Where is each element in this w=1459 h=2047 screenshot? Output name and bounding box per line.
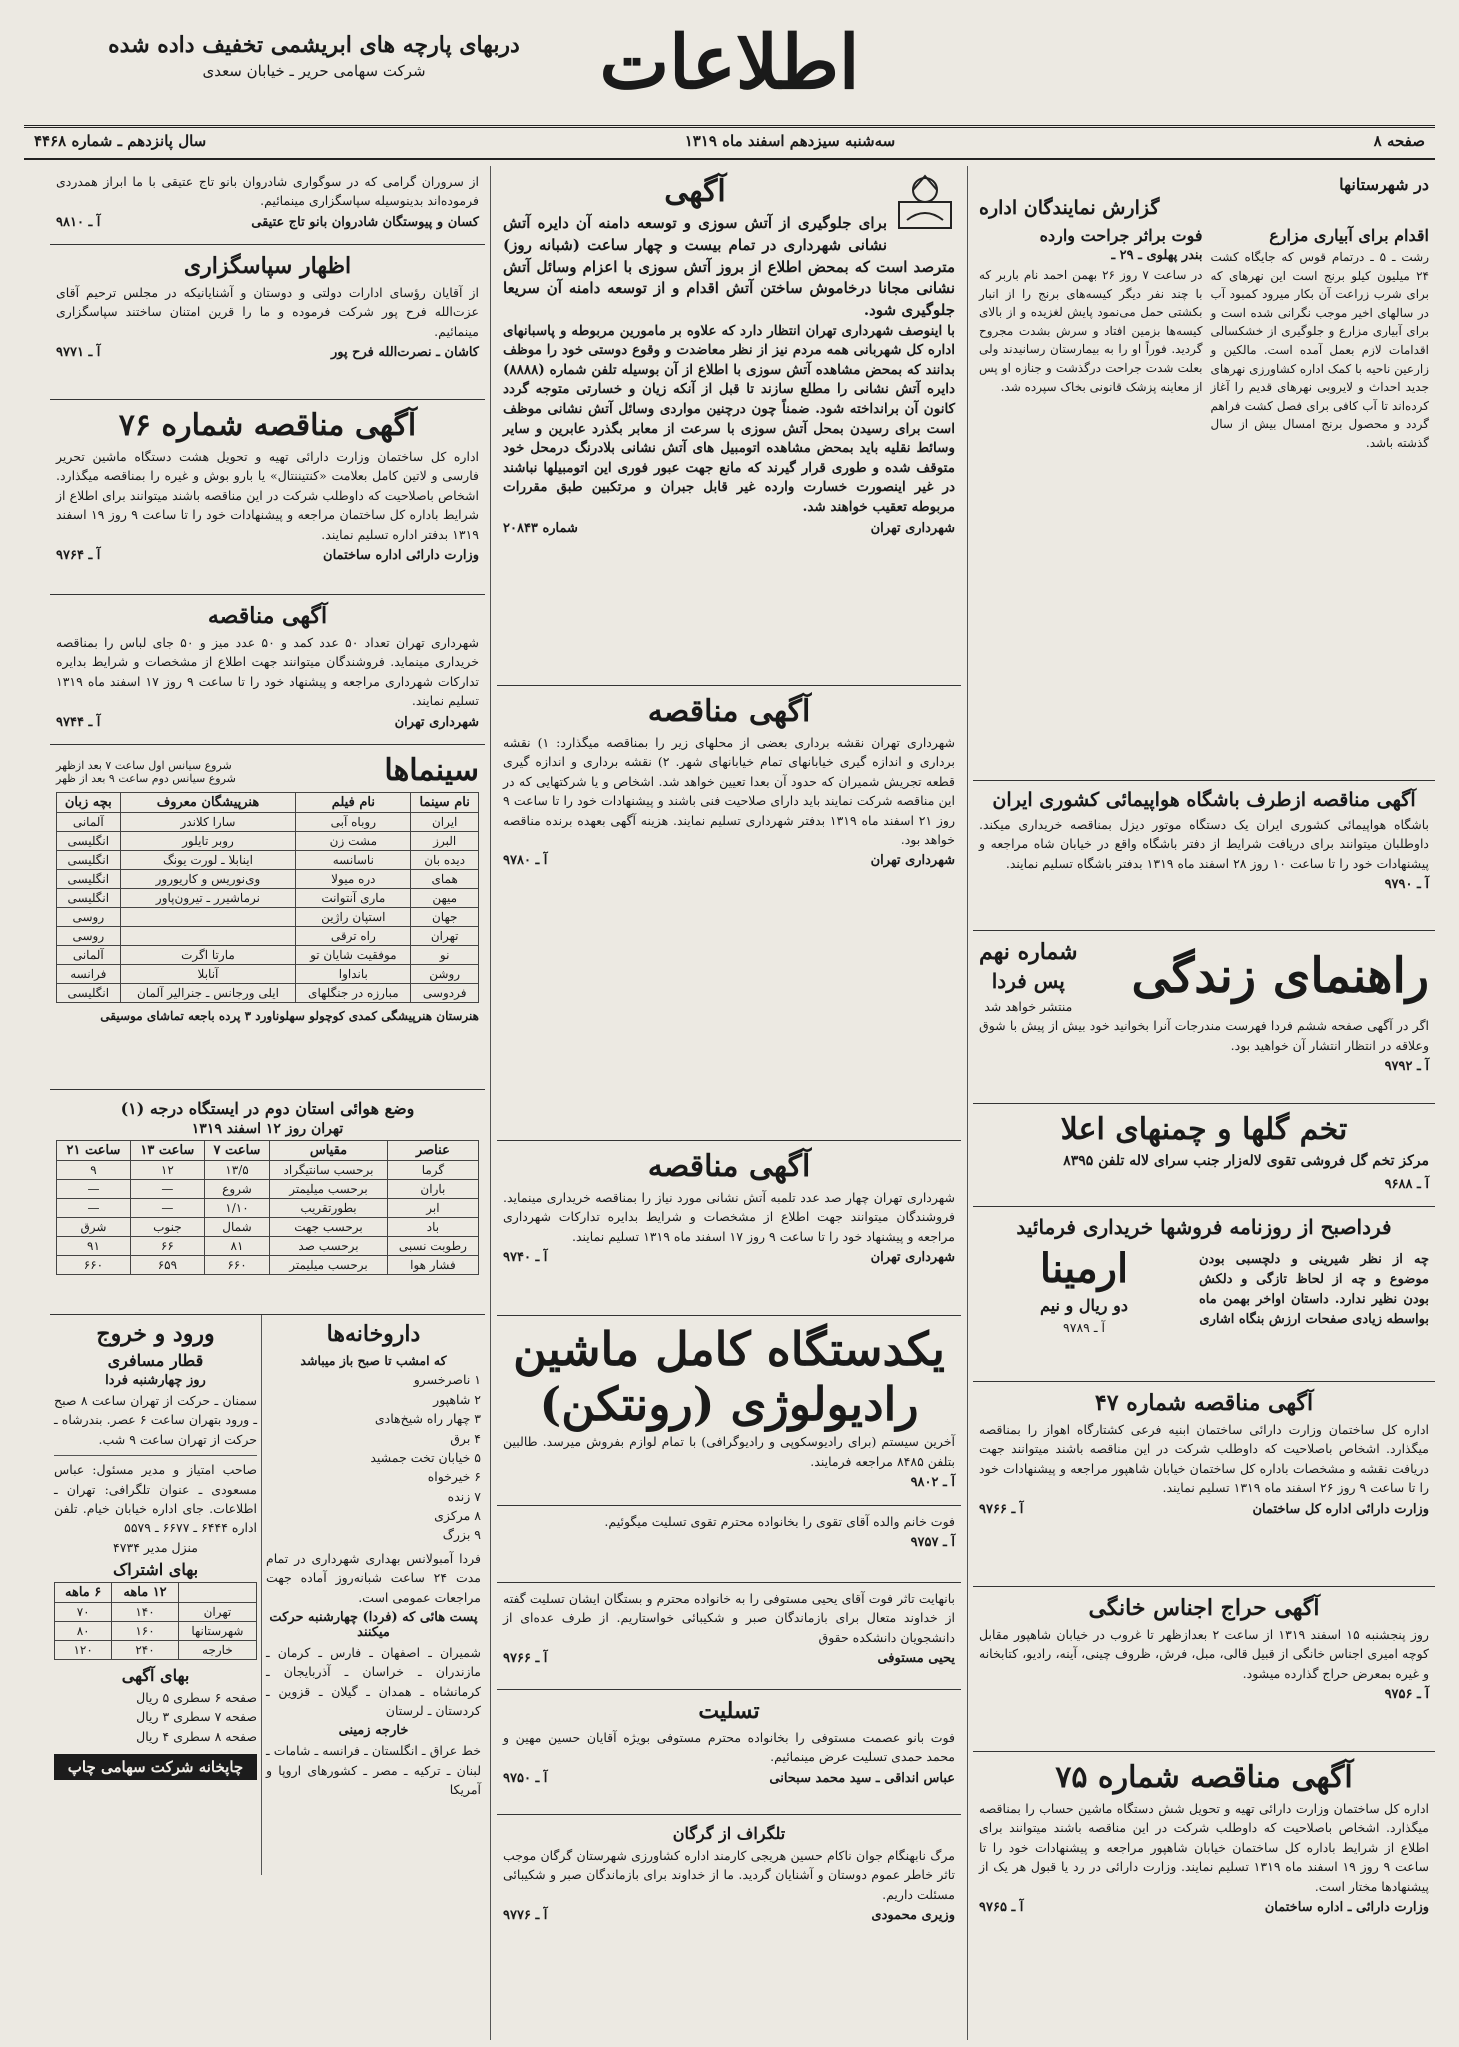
train-day: روز چهارشنبه فردا bbox=[105, 1373, 206, 1388]
ad-code: آ ـ ۹۸۱۰ bbox=[56, 214, 101, 230]
weather-row bbox=[57, 1161, 479, 1180]
cinema-cell: فرانسه bbox=[57, 965, 121, 984]
aviation-tender-ad bbox=[973, 781, 1435, 931]
weather-cell: — bbox=[130, 1199, 204, 1218]
cinema-cell: انگلیسی bbox=[57, 832, 121, 851]
middle-column bbox=[497, 166, 961, 2040]
cinema-row bbox=[57, 927, 479, 946]
ad-code: آ ـ ۹۷۵۰ bbox=[503, 1770, 548, 1786]
subscription-header: ۶ ماهه bbox=[55, 1583, 112, 1603]
tender-75-ad bbox=[973, 1752, 1435, 2006]
pharmacy-post-column bbox=[261, 1315, 485, 1875]
cinema-row bbox=[57, 908, 479, 927]
cinema-cell: موفقیت شایان تو bbox=[296, 946, 411, 965]
condolence-text: فوت خانم والده آقای تقوی را بخانواده محترم تقوی تسلیت میگوئیم. bbox=[604, 1514, 955, 1529]
ad-signature: شهرداری تهران bbox=[394, 714, 479, 730]
weather-cell: ۹۱ bbox=[57, 1237, 131, 1256]
cinema-cell: سارا کلاندر bbox=[120, 813, 296, 832]
ad-title-line-1: یکدستگاه کامل ماشین bbox=[513, 1322, 945, 1376]
ad-body: شهرداری تهران چهار صد عدد تلمبه آتش نشانی مورد نیاز را بمناقصه خریداری مینماید. فروشندگان میتوانند جهت اطلاع از مشخصات و شرایط بدایره تدارکات شهرداری مراجعه و پیشنهاد خود را تا ساعت ۹ روز ۱۷ اسفند ماه ۱۳۱۹ تسلیم نمایند. bbox=[503, 1190, 955, 1244]
ad-signature: شهرداری تهران bbox=[870, 853, 955, 869]
ad-title: آگهی مناقصه شماره ۷۶ bbox=[118, 408, 417, 443]
condolence-3 bbox=[497, 1690, 961, 1815]
ad-body: روز پنجشنبه ۱۵ اسفند ۱۳۱۹ از ساعت ۲ بعدازظهر تا غروب در خیابان شاهپور مقابل کوچه امیری اجناس خانگی از قبیل قالی، مبل، فرش، ظروف چینی، آینه، رادیو، کتابخانه و غیره بمعرض حراج گذارده میشود. bbox=[979, 1627, 1429, 1681]
cinema-cell: ماری آنتوانت bbox=[296, 889, 411, 908]
art-line: هنرستان هنرپیشگی کمدی کوچولو سهلوناورد ۳ پرده باجعه تماشای موسیقی bbox=[100, 1009, 479, 1023]
ad-body: اداره کل ساختمان وزارت دارائی ساختمان ابنیه فرعی کشتارگاه اهواز را بمناقصه میگذارد. اشخاص باصلاحیت که داوطلب شرکت در این مناقصه باشند میتوانند جهت دریافت نقشه و مشخصات باداره کل ساختمان خیابان شاهپور مراجعه و پیشنهادات خود را تا ساعت ۹ روز ۲۶ اسفند ماه ۱۳۱۹ تسلیم نمایند. bbox=[979, 1422, 1429, 1496]
ad-body: شهرداری تهران تعداد ۵۰ عدد کمد و ۵۰ عدد میز و ۵۰ جای لباس را بمناقصه خریداری مینماید. فروشندگان میتوانند جهت اطلاع از مشخصات و شرایط بدایره تدارکات شهرداری مراجعه و پیشنهاد خود را تا ساعت ۹ روز ۱۷ اسفند ماه ۱۳۱۹ تسلیم نمایند. bbox=[56, 635, 480, 709]
ad-title-line-2: رادیولوژی (رونتکن) bbox=[539, 1377, 919, 1432]
cinema-row bbox=[57, 984, 479, 1003]
cinema-row bbox=[57, 946, 479, 965]
weather-row bbox=[57, 1237, 479, 1256]
pharmacy-item: ۵ خیابان تخت جمشید bbox=[370, 1449, 481, 1465]
weather-row bbox=[57, 1180, 479, 1199]
weather-cell: — bbox=[57, 1180, 131, 1199]
cinema-row bbox=[57, 832, 479, 851]
armina-heading: فرداصبح از روزنامه فروشها خریداری فرمائید bbox=[1016, 1215, 1392, 1239]
owner-text: صاحب امتیاز و مدیر مسئول: عباس مسعودی ـ عنوان تلگرافی: تهران ـ اطلاعات. جای اداره خیابان خیام. تلفن اداره ۶۴۴۴ ـ ۶۶۷۷ ـ ۵۵۷۹ bbox=[54, 1455, 257, 1538]
subscription-cell: ۲۴۰ bbox=[112, 1641, 179, 1660]
pharmacy-item: ۷ زنده bbox=[447, 1488, 481, 1504]
pharmacy-item: ۶ خیرخواه bbox=[427, 1469, 481, 1485]
promo-line-1: دربهای پارچه های ابریشمی تخفیف داده شده bbox=[108, 32, 520, 58]
issue-date: سه‌شنبه سیزدهم اسفند ماه ۱۳۱۹ bbox=[684, 132, 896, 150]
magazine-status: منتشر خواهد شد bbox=[984, 999, 1073, 1014]
radiology-ad bbox=[497, 1316, 961, 1506]
cinema-cell: البرز bbox=[411, 832, 479, 851]
subscription-cell: خارجه bbox=[178, 1641, 256, 1660]
thanks-notice bbox=[50, 166, 485, 245]
ad-body: باشگاه هواپیمائی کشوری ایران یک دستگاه موتور دیزل بمناقصه خریداری میکند. داوطلبان میتوانند برای دریافت شرایط از دفتر باشگاه واقع در خیابان شاه مراجعه و پیشنهادات خود را تا ساعت ۱۰ روز ۲۸ اسفند ماه ۱۳۱۹ بدفتر باشگاه تسلیم نمایند. bbox=[979, 817, 1429, 871]
columns bbox=[24, 160, 1435, 2040]
pharmacy-item: ۴ برق bbox=[450, 1430, 481, 1446]
armina-ad bbox=[973, 1207, 1435, 1382]
cinema-cell: مارتا اگرت bbox=[120, 946, 296, 965]
ad-code: آ ـ ۹۷۸۰ bbox=[503, 853, 548, 869]
ad-title: آگهی مناقصه bbox=[207, 603, 328, 629]
weather-cell: ۱/۱۰ bbox=[204, 1199, 269, 1218]
condolence-2 bbox=[497, 1583, 961, 1690]
ad-code: آ ـ ۹۷۶۵ bbox=[979, 1899, 1024, 1915]
foreign-post-title: خارجه زمینی bbox=[338, 1723, 409, 1739]
ad-code: آ ـ ۹۷۷۱ bbox=[56, 345, 101, 361]
cinema-cell: دره میولا bbox=[296, 870, 411, 889]
provinces-section bbox=[973, 166, 1435, 781]
subscription-header: ۱۲ ماهه bbox=[112, 1583, 179, 1603]
cinema-row bbox=[57, 870, 479, 889]
ad-body: اداره کل ساختمان وزارت دارائی تهیه و تحویل شش دستگاه ماشین حساب را بمناقصه میگذارد. اشخاص باصلاحیت که داوطلب شرکت در این مناقصه باشند میتوانند برای اطلاع از شرایط باداره کل ساختمان خیابان شاهپور مراجعه و پیشنهادات خود را تا ساعت ۹ روز ۱۹ اسفند ماه ۱۳۱۹ تسلیم نمایند. وزارت دارائی در رد یا قبول هر یک از پیشنهادها مختار است. bbox=[979, 1801, 1430, 1894]
train-title: قطار مسافری bbox=[107, 1351, 204, 1370]
notice-signature: کاشان ـ نصرت‌الله فرح پور bbox=[330, 345, 479, 361]
ad-title: آگهی مناقصه شماره ۴۷ bbox=[1094, 1390, 1314, 1416]
post-title: پست هائی که (فردا) چهارشنبه حرکت میکنند bbox=[269, 1609, 478, 1640]
pump-tender bbox=[497, 1141, 961, 1316]
cinema-cell: ناسانسه bbox=[296, 851, 411, 870]
report-heading: گزارش نمایندگان اداره bbox=[979, 197, 1160, 219]
cinema-cell: روبر تایلور bbox=[120, 832, 296, 851]
article-body: در ساعت ۷ روز ۲۶ بهمن احمد نام باربر که با چند نفر دیگر کیسه‌های برنج را از انبار بکشتی حمل می‌نمود پایش لغزیده و از بالای کیسه‌ها بزمین افتاد و سرش بشدت مجروح گردید. فوراً او را به بیمارستان رسانیدند ولی بعلت شدت جراحت درگذشت و جنازه او پس از معاینه پزشک قانونی بخاک سپرده شد. bbox=[979, 268, 1203, 394]
weather-cell: ۶۶۰ bbox=[204, 1256, 269, 1275]
post-text: شمیران ـ اصفهان ـ فارس ـ کرمان ـ مازندران ـ خراسان ـ آذربایجان ـ کرمانشاه ـ همدان ـ گیلان ـ قزوین ـ کردستان ـ لرستان bbox=[266, 1644, 481, 1718]
weather-cell: ۶۶۰ bbox=[57, 1256, 131, 1275]
cinema-cell: بانداوا bbox=[296, 965, 411, 984]
pharmacy-item: ۱ ناصرخسرو bbox=[413, 1372, 481, 1388]
section-label: در شهرستانها bbox=[1339, 175, 1429, 194]
furniture-tender bbox=[50, 595, 485, 745]
column-divider bbox=[490, 166, 491, 2040]
cinema-cell: راه ترقی bbox=[296, 927, 411, 946]
subscription-row bbox=[55, 1622, 257, 1641]
cinema-cell: همای bbox=[411, 870, 479, 889]
subscription-cell: ۱۲۰ bbox=[55, 1641, 112, 1660]
cinema-cell: روشن bbox=[411, 965, 479, 984]
subscription-cell: ۸۰ bbox=[55, 1622, 112, 1641]
notice-lead: برای جلوگیری از آتش سوزی و توسعه دامنه آن دایره آتش نشانی شهرداری در تمام بیست و چهار ساعت (شبانه روز) مترصد است که بمحض اطلاع از بروز آتش سوزی با اعزام وسائل آتش نشانی مجانا درخاموش ساختن آتش اقدام و از توسعه دامنه آن سریعا جلوگیری شود. bbox=[503, 214, 955, 319]
lion-sun-emblem-icon bbox=[895, 172, 955, 232]
weather-cell: فشار هوا bbox=[387, 1256, 478, 1275]
ad-price-title: بهای آگهی bbox=[121, 1666, 190, 1685]
cinema-cell: آلمانی bbox=[57, 946, 121, 965]
cinema-cell: مشت زن bbox=[296, 832, 411, 851]
armina-text: چه از نظر شیرینی و دلچسبی بودن موضوع و چه از لحاظ تازگی و دلکش بودن نظیر ندارد. داستان اواخر بهمن ماه بواسطه زیادی صفحات ارزش بنگاه اشاری bbox=[1199, 1251, 1429, 1328]
fire-notice bbox=[497, 166, 961, 686]
subscription-table bbox=[54, 1582, 257, 1660]
cinema-title: سینماها bbox=[384, 753, 479, 788]
weather-header: مقیاس bbox=[270, 1141, 388, 1161]
subscription-cell: ۱۶۰ bbox=[112, 1622, 179, 1641]
pharmacy-title: داروخانه‌ها bbox=[326, 1321, 421, 1347]
cinema-cell: ایران bbox=[411, 813, 479, 832]
magazine-when: پس فردا bbox=[991, 969, 1065, 993]
subscription-cell: شهرستانها bbox=[178, 1622, 256, 1641]
cinema-cell: ایلی ورجانس ـ جنرالیر آلمان bbox=[120, 984, 296, 1003]
cinema-cell: مبارزه در جنگلهای bbox=[296, 984, 411, 1003]
weather-cell: شروع bbox=[204, 1180, 269, 1199]
article-title: فوت براثر جراحت وارده bbox=[1039, 226, 1203, 245]
ambulance-text: فردا آمبولانس بهداری شهرداری در تمام مدت ۲۴ ساعت شبانه‌روز آماده جهت مراجعات عمومی است. bbox=[266, 1550, 481, 1605]
seeds-text: مرکز تخم گل فروشی تقوی لاله‌زار جنب سرای لاله تلفن ۸۳۹۵ bbox=[1063, 1153, 1429, 1169]
weather-cell: باد bbox=[387, 1218, 478, 1237]
subscription-cell: ۱۴۰ bbox=[112, 1603, 179, 1622]
cinema-cell: جهان bbox=[411, 908, 479, 927]
weather-cell: برحسب صد bbox=[270, 1237, 388, 1256]
newspaper-logo: اطلاعات bbox=[599, 20, 860, 106]
pharmacy-item: ۹ بزرگ bbox=[442, 1527, 481, 1543]
subscription-header bbox=[178, 1583, 256, 1603]
death-article bbox=[979, 223, 1202, 453]
cinema-cell: انگلیسی bbox=[57, 851, 121, 870]
ad-signature: وزارت دارائی ـ اداره ساختمان bbox=[1264, 1899, 1429, 1915]
issue-number: سال پانزدهم ـ شماره ۴۴۶۸ bbox=[34, 132, 207, 150]
page-number: صفحه ۸ bbox=[1373, 132, 1425, 150]
magazine-ad bbox=[973, 931, 1435, 1104]
cinema-cell: روسی bbox=[57, 927, 121, 946]
auction-ad bbox=[973, 1587, 1435, 1752]
magazine-issue: شماره نهم bbox=[979, 939, 1078, 965]
cinema-cell: استپان راژین bbox=[296, 908, 411, 927]
ad-code: آ ـ ۹۷۸۹ bbox=[1063, 1320, 1105, 1335]
ad-signature: شهرداری تهران bbox=[870, 1250, 955, 1266]
ad-title: آگهی مناقصه شماره ۷۵ bbox=[1055, 1760, 1353, 1795]
subscription-title: بهای اشتراک bbox=[112, 1560, 199, 1579]
telegram-signature: وزیری محمودی bbox=[871, 1908, 955, 1924]
left-column bbox=[50, 166, 485, 2040]
weather-header: ساعت ۷ bbox=[204, 1141, 269, 1161]
train-text: سمنان ـ حرکت از تهران ساعت ۸ صبح ـ ورود بتهران ساعت ۶ عصر. بندرشاه ـ حرکت از تهران ساعت ۹ شب. bbox=[54, 1393, 257, 1447]
ad-title: آگهی مناقصه bbox=[647, 694, 811, 729]
weather-cell: شمال bbox=[204, 1218, 269, 1237]
cinema-row bbox=[57, 851, 479, 870]
cinema-header: نام سینما bbox=[411, 793, 479, 813]
condolence-text: فوت بانو عصمت مستوفی را بخانواده محترم مستوفی بویژه آقایان حسین مهین و محمد حمدی تسلیت عرض مینمائیم. bbox=[503, 1730, 955, 1765]
weather-cell: ۹ bbox=[57, 1161, 131, 1180]
weather-cell: برحسب میلیمتر bbox=[270, 1180, 388, 1199]
ad-body: اداره کل ساختمان وزارت دارائی تهیه و تحویل هشت دستگاه ماشین تحریر فارسی و لاتین کامل بعلامت «کنتیننتال» یا بارو بوش و غیره را بمناقصه میگذارد. اشخاص باصلاحیت که داوطلب شرکت در این مناقصه باشند میتوانند برای اطلاع از شرایط باداره کل ساختمان مراجعه و پیشنهادات خود را تا ساعت ۹ روز ۱۹ اسفند ۱۳۱۹ بدفتر اداره تسلیم نمایند. bbox=[56, 449, 480, 542]
notice-title: اظهار سپاسگزاری bbox=[183, 253, 352, 279]
weather-row bbox=[57, 1199, 479, 1218]
subscription-row bbox=[55, 1641, 257, 1660]
weather-title: وضع هوائی استان دوم در ایستگاه درجه (۱) bbox=[120, 1099, 415, 1118]
seeds-ad bbox=[973, 1104, 1435, 1207]
weather-cell: ۶۵۹ bbox=[130, 1256, 204, 1275]
ad-code: آ ـ ۹۸۰۲ bbox=[910, 1475, 955, 1491]
weather-cell: شرق bbox=[57, 1218, 131, 1237]
weather-cell: — bbox=[130, 1180, 204, 1199]
ad-code: آ ـ ۹۷۴۴ bbox=[56, 714, 101, 730]
ad-code: آ ـ ۹۷۹۲ bbox=[1384, 1059, 1429, 1075]
cinema-row bbox=[57, 813, 479, 832]
ad-price-item: صفحه ۷ سطری ۳ ریال bbox=[136, 1709, 257, 1725]
cinema-table bbox=[56, 792, 479, 1003]
weather-cell: رطوبت نسبی bbox=[387, 1237, 478, 1256]
weather-table bbox=[56, 1140, 479, 1275]
cinema-cell: روباه آبی bbox=[296, 813, 411, 832]
show-time-1: شروع سیانس اول ساعت ۷ بعد ازظهر bbox=[56, 758, 232, 772]
ad-signature: وزارت دارائی اداره کل ساختمان bbox=[1252, 1501, 1429, 1517]
ad-price-item: صفحه ۶ سطری ۵ ریال bbox=[136, 1690, 257, 1705]
cinema-cell: نرماشیرر ـ تیرون‌پاور bbox=[120, 889, 296, 908]
cinema-cell bbox=[120, 927, 296, 946]
travel-title: ورود و خروج bbox=[96, 1321, 215, 1347]
foreign-post-text: خط عراق ـ انگلستان ـ فرانسه ـ شامات ـ لبنان ـ ترکیه ـ مصر ـ کشورهای اروپا و آمریکا bbox=[266, 1743, 481, 1798]
pharmacy-list bbox=[266, 1370, 481, 1544]
condolence-signature: یحیی مستوفی bbox=[877, 1651, 955, 1667]
ad-body: آخرین سیستم (برای رادیوسکوپی و رادیوگرافی) با تمام لوازم بفروش میرسد. طالبین بتلفن ۸۴۸۵ مراجعه فرمایند. bbox=[503, 1434, 955, 1469]
tender-47-ad bbox=[973, 1382, 1435, 1587]
weather-header: عناصر bbox=[387, 1141, 478, 1161]
weather-section bbox=[50, 1090, 485, 1315]
ad-code: آ ـ ۹۷۹۰ bbox=[1384, 877, 1429, 893]
ad-code: آ ـ ۹۶۸۸ bbox=[1384, 1176, 1429, 1192]
thanks-signature: کسان و پیوستگان شادروان بانو تاج عتیقی bbox=[251, 214, 479, 230]
weather-date: تهران روز ۱۲ اسفند ۱۳۱۹ bbox=[191, 1121, 344, 1137]
pharmacy-item: ۳ چهار راه شیخ‌هادی bbox=[374, 1411, 481, 1427]
cinema-header: هنرپیشگان معروف bbox=[120, 793, 296, 813]
condolence-1 bbox=[497, 1506, 961, 1583]
subscription-cell: ۷۰ bbox=[55, 1603, 112, 1622]
cinema-cell: تهران bbox=[411, 927, 479, 946]
cinema-cell: اینابلا ـ لورت یونگ bbox=[120, 851, 296, 870]
seeds-title: تخم گلها و چمنهای اعلا bbox=[1060, 1112, 1348, 1147]
weather-cell: ۱۳/۵ bbox=[204, 1161, 269, 1180]
article-title: اقدام برای آبیاری مزارع bbox=[1269, 226, 1429, 245]
cinema-cell: فردوسی bbox=[411, 984, 479, 1003]
cinema-row bbox=[57, 965, 479, 984]
travel-column bbox=[50, 1315, 261, 1875]
weather-cell: بطورتقریب bbox=[270, 1199, 388, 1218]
weather-cell: برحسب سانتیگراد bbox=[270, 1161, 388, 1180]
weather-header: ساعت ۱۳ bbox=[130, 1141, 204, 1161]
cinema-header: بچه زبان bbox=[57, 793, 121, 813]
article-body: رشت ـ ۵ ـ درتمام قوس که جایگاه کشت ۲۴ میلیون کیلو برنج است این نهرهای که برای شرب زراعت آن بکار میرود کمبود آب در سالهای اخیر موجب نگرانی شده است و برای آبیاری مزارع و جلوگیری از خشکسالی اقدامات لازم بعمل آمده است. مالکین و زارعین ناحیه با کمک اداره کشاورزی نهرهای جدید احداث و لایروبی نهرهای قدیم را آغاز کرده‌اند تا آب کافی برای فصل کشت فراهم گردد و محصول برنج امسال بیش از سال گذشته باشد. bbox=[1210, 250, 1429, 450]
cinema-section bbox=[50, 745, 485, 1090]
pharmacy-subtitle: که امشب تا صبح باز میباشد bbox=[300, 1353, 447, 1368]
thanks-text: از سروران گرامی که در سوگواری شادروان بانو تاج عتیقی با ما ابراز همدردی فرموده‌اند بدینوسیله سپاسگزاری مینمائیم. bbox=[56, 174, 479, 209]
cinema-cell: انگلیسی bbox=[57, 870, 121, 889]
promo-line-2: شرکت سهامی حریر ـ خیابان سعدی bbox=[202, 62, 426, 80]
cinema-cell: دیده بان bbox=[411, 851, 479, 870]
ad-title: آگهی مناقصه bbox=[647, 1149, 811, 1184]
ad-title: آگهی حراج اجناس خانگی bbox=[1088, 1595, 1320, 1621]
weather-row bbox=[57, 1218, 479, 1237]
manager-phone: منزل مدیر ۴۷۳۴ bbox=[113, 1539, 198, 1555]
weather-cell: جنوب bbox=[130, 1218, 204, 1237]
survey-tender bbox=[497, 686, 961, 1141]
cinema-cell: نو bbox=[411, 946, 479, 965]
ad-signature: وزارت دارائی اداره ساختمان bbox=[323, 547, 479, 563]
ad-code: آ ـ ۹۷۵۶ bbox=[1384, 1687, 1429, 1703]
weather-cell: ۱۲ bbox=[130, 1161, 204, 1180]
ad-code: آ ـ ۹۷۷۶ bbox=[503, 1908, 548, 1924]
pharmacy-item: ۸ مرکزی bbox=[434, 1508, 481, 1523]
armina-price: دو ریال و نیم bbox=[1040, 1296, 1128, 1315]
weather-cell: برحسب میلیمتر bbox=[270, 1256, 388, 1275]
cinema-row bbox=[57, 889, 479, 908]
weather-cell: — bbox=[57, 1199, 131, 1218]
show-time-2: شروع سیانس دوم ساعت ۹ بعد از ظهر bbox=[56, 771, 236, 785]
weather-cell: باران bbox=[387, 1180, 478, 1199]
dateline bbox=[24, 128, 1435, 160]
pharmacy-item: ۲ شاهپور bbox=[433, 1391, 481, 1407]
masthead-promo bbox=[84, 32, 544, 80]
right-column bbox=[973, 166, 1435, 2040]
notice-code: شماره ۲۰۸۴۳ bbox=[503, 521, 578, 537]
cinema-cell: وی‌نوریس و کاریورور bbox=[120, 870, 296, 889]
condolence-signature: عباس انداقی ـ سید محمد سبحانی bbox=[769, 1770, 955, 1786]
info-section bbox=[50, 1315, 485, 1875]
ad-code: آ ـ ۹۷۶۴ bbox=[56, 547, 101, 563]
subscription-cell: تهران bbox=[178, 1603, 256, 1622]
cinema-cell: میهن bbox=[411, 889, 479, 908]
armina-title: ارمینا bbox=[1039, 1245, 1129, 1292]
cinema-cell: انگلیسی bbox=[57, 889, 121, 908]
ad-price-list bbox=[54, 1688, 257, 1746]
printer-name: چاپخانه شرکت سهامی چاپ bbox=[54, 1754, 257, 1780]
column-divider bbox=[967, 166, 968, 2040]
ad-code: آ ـ ۹۷۴۰ bbox=[503, 1250, 548, 1266]
irrigation-article bbox=[1210, 223, 1429, 453]
gorgan-telegram bbox=[497, 1815, 961, 1969]
cinema-cell: آنابلا bbox=[120, 965, 296, 984]
ad-code: آ ـ ۹۷۵۷ bbox=[910, 1535, 955, 1551]
telegram-text: مرگ نابهنگام جوان ناکام حسین هریجی کارمند اداره کشاورزی شهرستان گرگان موجب تاثر خاطر عموم دوستان و آشنایان گردید. ما از خداوند برای بازماندگان صبر و شکیبائی مسئلت داریم. bbox=[503, 1848, 955, 1902]
cinema-cell bbox=[120, 908, 296, 927]
weather-cell: ابر bbox=[387, 1199, 478, 1218]
notice-body: با اینوصف شهرداری تهران انتظار دارد که علاوه بر مامورین مربوطه و پاسبانهای اداره کل شهربانی همه مردم نیز از نظر معاضدت و وقوع دوستی خود را موظف بدانند که بمحض مشاهده آتش سوزی با اطلاع از آن بوسیله تلفن شماره (۸۸۸۸) دایره آتش نشانی را مطلع سازند تا قبل از آنکه زیان و خسارتی متوجه گردد کانون آن برانداخته شود. ضمناً چون درچنین مواردی وسائل آتش نشانی موظف است برای رسیدن بمحل آتش سوزی با سرعت از معابر بگذرد عابرین و سایر وسائط نقلیه باید بمحض مشاهده اتومبیل های آتش نشانی بلادرنگ درمحل خود متوقف شده و طوری قرار گیرند که مانع جهت عبور فوری این اتومبیلها نباشند در غیر اینصورت خسارت وارده غیر قابل جبران و مرتکبین طبق مقررات مربوطه تعقیب خواهند شد. bbox=[503, 322, 955, 515]
cinema-header: نام فیلم bbox=[296, 793, 411, 813]
ad-price-item: صفحه ۸ سطری ۴ ریال bbox=[136, 1728, 257, 1744]
weather-row bbox=[57, 1256, 479, 1275]
ad-code: آ ـ ۹۷۶۶ bbox=[979, 1501, 1024, 1517]
telegram-title: تلگراف از گرگان bbox=[672, 1824, 786, 1843]
condolence-text: بانهایت تاثر فوت آقای یحیی مستوفی را به خانواده محترم و بستگان ایشان تسلیت گفته از خداوند متعال برای بازماندگان صبر و شکیبائی خواستاریم. از طرف عده‌ای از دانشجویان دانشکده حقوق bbox=[503, 1591, 955, 1645]
cinema-cell: روسی bbox=[57, 908, 121, 927]
magazine-title: راهنمای زندگی bbox=[1131, 947, 1429, 1004]
tender-76-ad bbox=[50, 400, 485, 595]
notice-signature: شهرداری تهران bbox=[870, 521, 955, 537]
weather-cell: ۸۱ bbox=[204, 1237, 269, 1256]
notice-body: از آقایان رؤسای ادارات دولتی و دوستان و آشنایانیکه در مجلس ترحیم آقای عزت‌الله فرح پور شرکت فرموده و ما را قرین امتنان ساختند سپاسگزاری مینمائیم. bbox=[56, 285, 479, 339]
magazine-text: اگر در آگهی صفحه ششم فردا فهرست مندرجات آنرا بخوانید خود بیش از پیش با شوق وعلاقه در انتظار انتشار آن خواهید بود. bbox=[979, 1018, 1429, 1053]
ad-title: آگهی مناقصه ازطرف باشگاه هواپیمائی کشوری ایران bbox=[992, 789, 1416, 811]
notice-title: آگهی bbox=[664, 174, 726, 209]
weather-cell: برحسب جهت bbox=[270, 1218, 388, 1237]
gratitude-notice bbox=[50, 245, 485, 400]
masthead bbox=[24, 20, 1435, 128]
cinema-cell: آلمانی bbox=[57, 813, 121, 832]
weather-header: ساعت ۲۱ bbox=[57, 1141, 131, 1161]
cinema-cell: انگلیسی bbox=[57, 984, 121, 1003]
ad-body: شهرداری تهران نقشه برداری بعضی از محلهای زیر را بمناقصه میگذارد: ۱) نقشه برداری و اندازه گیری خیابانهای تمام خیابانهای شهر. ۲) نقشه برداری و اندازه گیری قطعه تجریش شمیران که حدود آن بعدا تعیین خواهد شد. اشخاص و یا شرکتهایی که در این مناقصه شرکت نمایند باید دارای صلاحیت فنی باشند و پیشنهادات خود را تا ساعت ۹ روز ۲۱ اسفند ماه ۱۳۱۹ بدفتر شهرداری تسلیم نمایند. هزینه آگهی بعهده برنده مناقصه خواهد بود. bbox=[503, 735, 955, 847]
subscription-row bbox=[55, 1603, 257, 1622]
ad-code: آ ـ ۹۷۶۶ bbox=[503, 1651, 548, 1667]
weather-cell: ۶۶ bbox=[130, 1237, 204, 1256]
condolence-title: تسلیت bbox=[698, 1698, 760, 1724]
article-dateline: بندر پهلوی ـ ۲۹ ـ bbox=[1111, 248, 1203, 263]
weather-cell: گرما bbox=[387, 1161, 478, 1180]
